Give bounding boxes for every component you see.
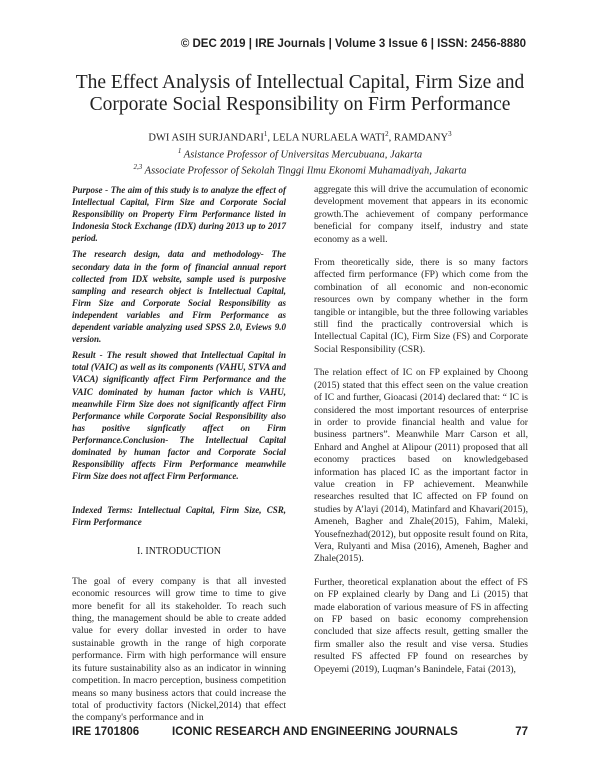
abstract-design: The research design, data and methodology- The secondary data in the form of financial annual report collected from IDX website, sample used is purposive sampling and research object is Intellectual Capital, Firm Size and Corporate Social Responsibility as independent variables and Firm Performance as dependent variable analyzing used SPSS 2.0, Eviews 9.0 version. [72,249,286,345]
journal-header: © DEC 2019 | IRE Journals | Volume 3 Issue 6 | ISSN: 2456-8880 [180,38,526,50]
left-column [72,184,286,736]
body-paragraph: The goal of every company is that all invested economic resources will grow time to time to give more benefit for all its stakeholder. To reach such thing, the management should be able to create added value for every dollar invested in order to have sustainable growth in the range of high corporate performance. Firm with high performance will ensure its future sustainability also as an indicator in winning competition. In macro perception, business competition means so many business actors that could increase the total of productivity factors (Nickel,2014) that effect the company's performance and in [72,575,286,724]
journal-name: ICONIC RESEARCH AND ENGINEERING JOURNALS [172,726,458,738]
body-paragraph: From theoretically side, there is so many factors affected firm performance (FP) which come from the combination of all economic and non-economic resources own by company whether in the form tangible or intangible, but the three following variables still find the practically controversial which is Intellectual Capital (IC), Firm Size (FS) and Corporate Social Responsibility (CSR). [314,257,528,355]
affiliation-1: $^1$ Asistance Professor of Universitas Mercubuana, Jakarta [177,146,423,160]
body-paragraph: The relation effect of IC on FP explained by Choong (2015) stated that this effect seen on the value creation of IC and further, Gioacasi (2014) declared that: “ IC is considered the most important resources of enterprise in order to provide financial health and value for business partners”. Meanwhile Marr Carson et all, Enhard and Anghel at Alipour (2011) proposed that all economy practices based on knowledgebased information has placed IC as the important factor in value creation in FP achievement. Meanwhile researches resulted that IC affected on FP found on studies by A’layi (2014), Matinfard and Khavari(2015), Ameneh, Bagher and Zhale(2015), Fahim, Maleki, Yousefnezhad(2012), but opposite result found on Rita, Vera, Rulyanti and Misa (2016), Ameneh, Bagher and Zhale(2015). [314,367,528,565]
abstract [72,184,286,482]
page-number: 77 [515,726,528,738]
author-names: DWI ASIH SURJANDARI$^1$, LELA NURLAELA WATI$^2$, RAMDANY$^3$ [148,130,452,144]
affiliation-2: $^{2,3}$ Associate Professor of Sekolah Tinggi Ilmu Ekonomi Muhamadiyah, Jakarta [133,163,467,177]
author-block [40,128,560,178]
right-column [314,184,528,687]
body-paragraph: aggregate this will drive the accumulation of economic development movement that appears in its economic growth.The achievement of company performance beneficial for company itself, industry and state economy as a well. [314,184,528,245]
paper-title: The Effect Analysis of Intellectual Capital, Firm Size and Corporate Social Responsibility on Firm Performance [75,72,525,115]
body-paragraph: Further, theoretical explanation about the effect of FS on FP explained clearly by Dang and Li (2015) that made elaboration of various measure of FS in affecting on FP based on basic economy comprehension concluded that size affects result, getting smaller the firm smaller also the result and vise versa. Studies resulted FS affected FP found on researches by Opeyemi (2019), Luqman’s Banindele, Fatai (2013), [314,576,528,675]
paper-id: IRE 1701806 [72,726,140,738]
index-terms: Indexed Terms: Intellectual Capital, Firm Size, CSR, Firm Performance [72,505,286,528]
abstract-purpose: Purpose - The aim of this study is to analyze the effect of Intellectual Capital, Firm Size and Corporate Social Responsibility on Property Firm Performance listed in Indonesia Stock Exchange (IDX) during 2013 up to 2017 period. [72,185,286,244]
abstract-result: Result - The result showed that Intellectual Capital in total (VAIC) as well as its components (VAHU, STVA and VACA) significantly affect Firm Performance and the VAIC dominated by human factor which is VAHU, meanwhile Firm Size does not significantly affect Firm Performance while Corporate Social Responsibility also has positive signficatly affect on Firm Performance.Conclusion- The Intellectual Capital dominated by human factor and Corporate Social Responsibility affects Firm Performance meanwhile Firm Size does not affect Firm Performance. [72,350,286,482]
section-heading: I. INTRODUCTION [137,546,221,558]
